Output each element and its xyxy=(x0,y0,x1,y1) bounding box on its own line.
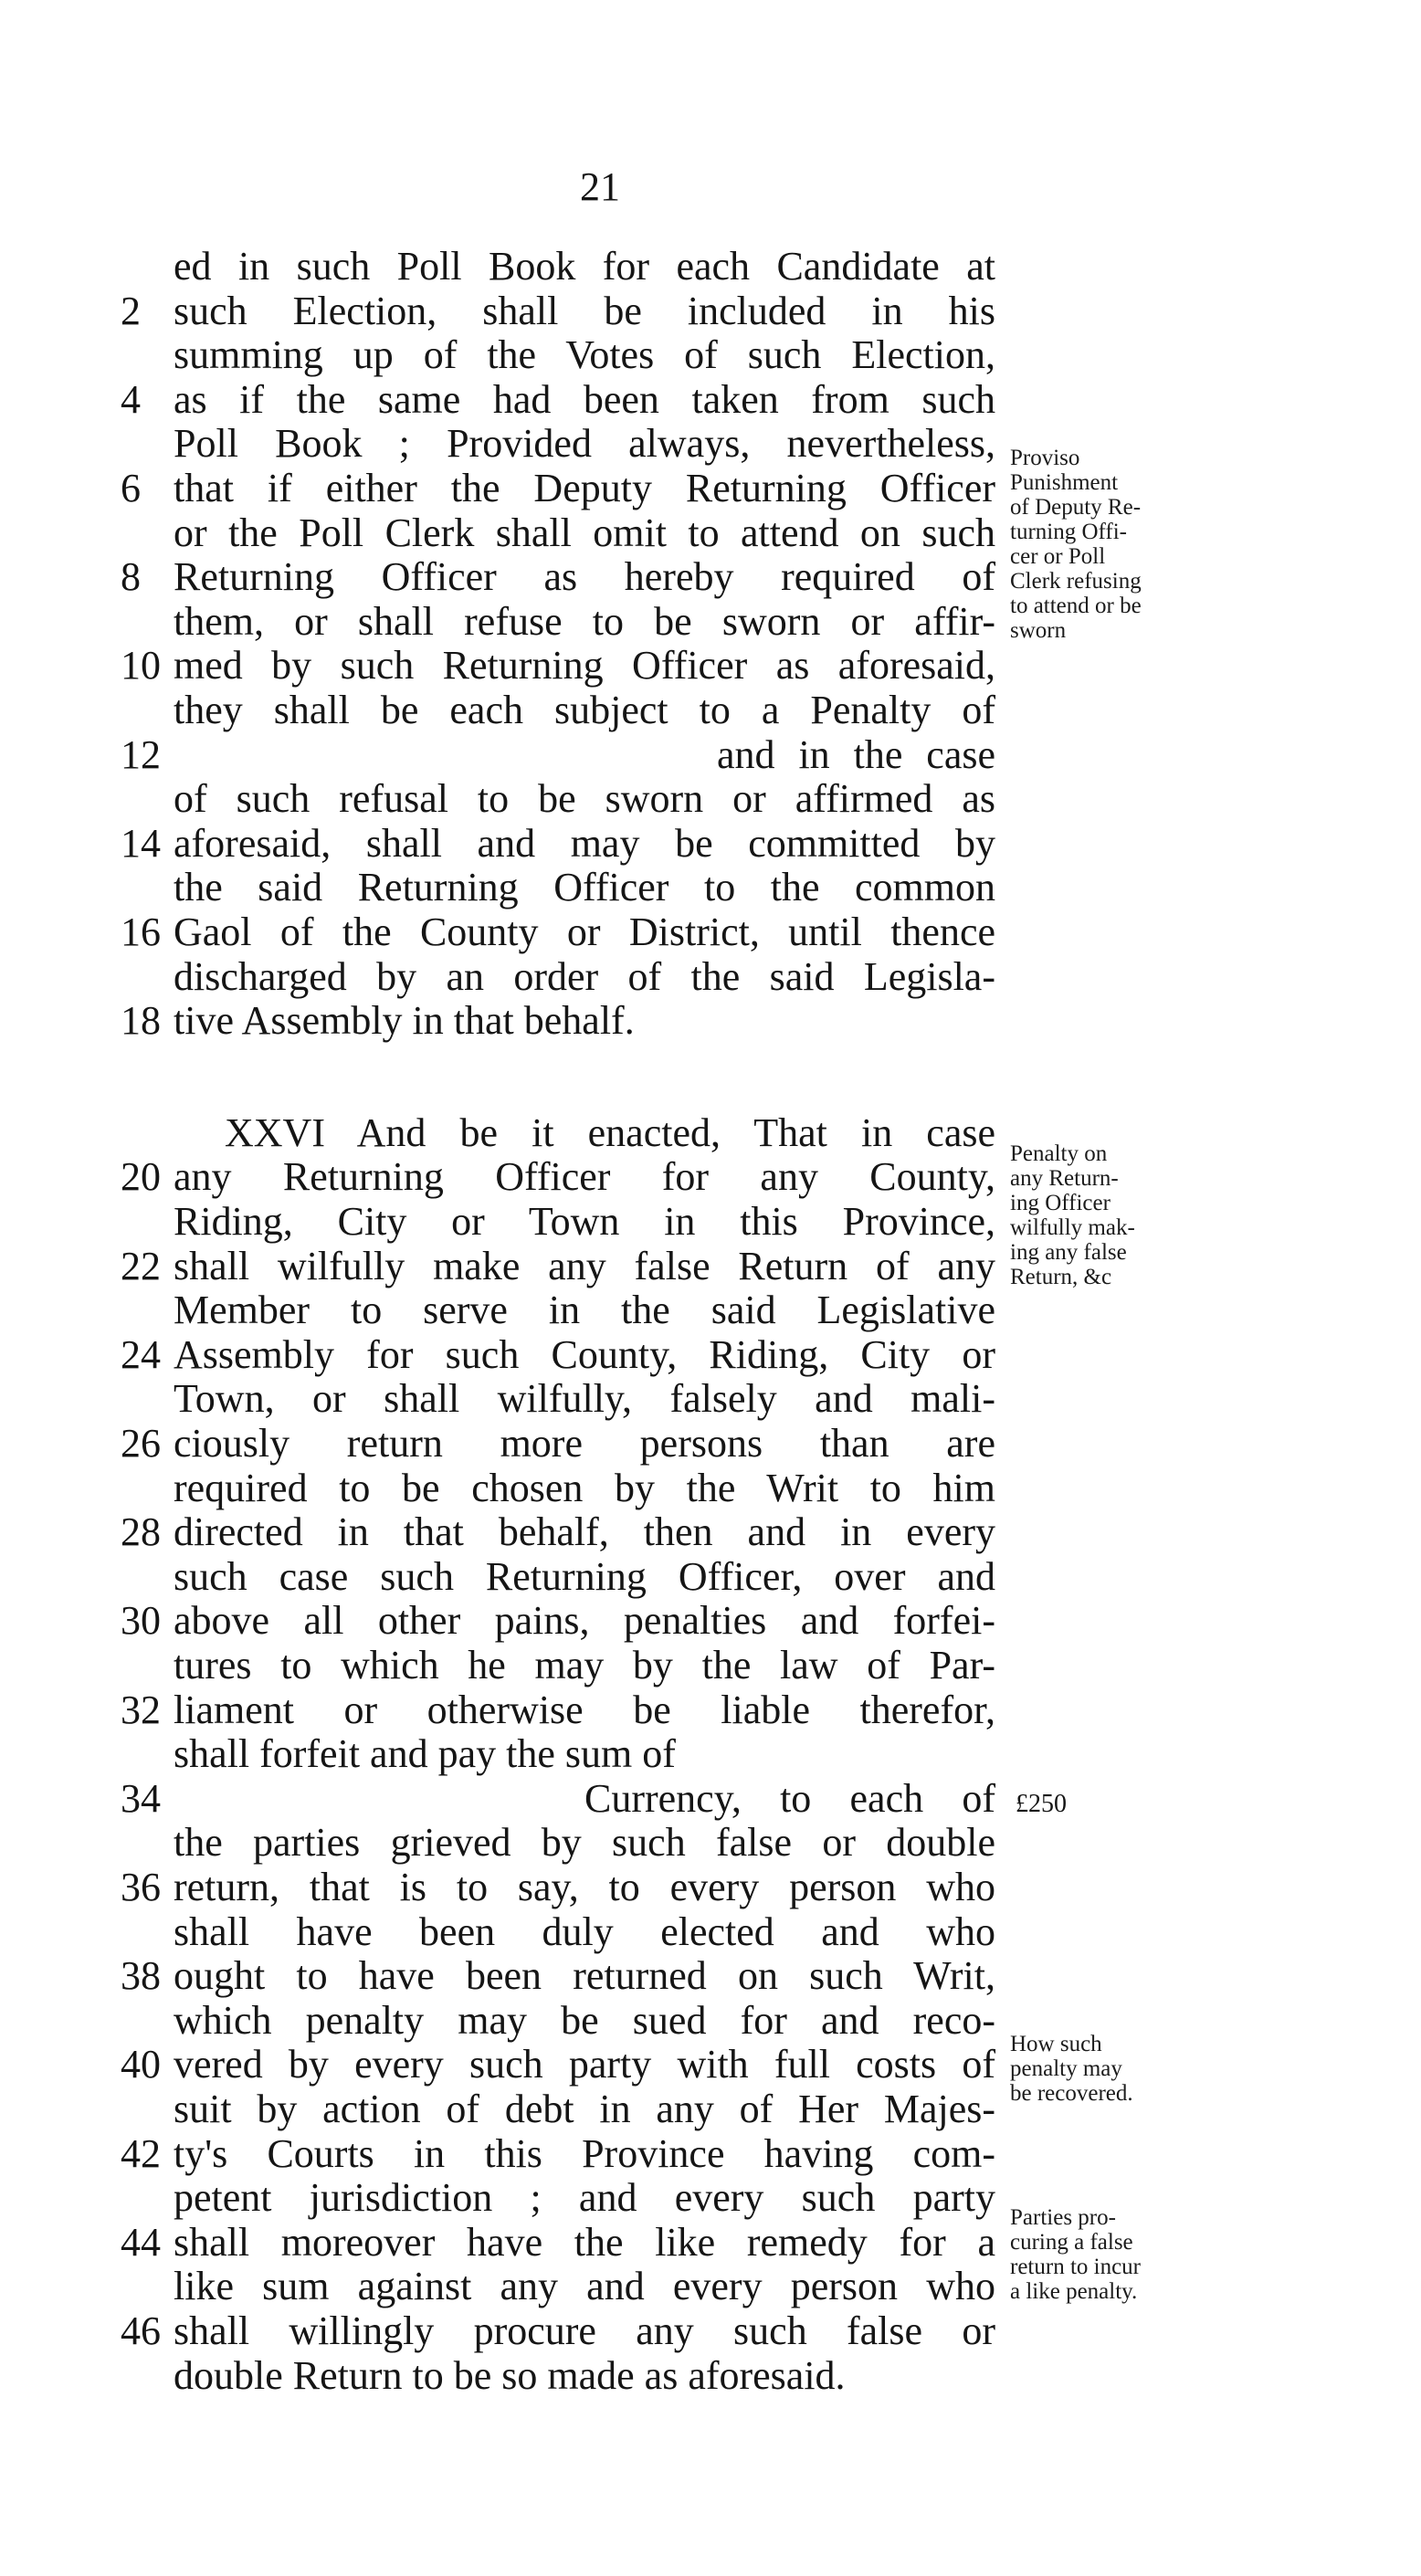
text-line: Poll Book ; Provided always, nevertheless, xyxy=(174,421,995,467)
margin-note-line: turning Offi- xyxy=(1010,520,1127,544)
text-line: such Election, shall be included in his xyxy=(174,288,995,333)
text-line: and in the case xyxy=(717,731,995,777)
line-number: 38 xyxy=(121,1953,161,1999)
text-line: tures to which he may by the law of Par- xyxy=(174,1643,995,1688)
text-line: Gaol of the County or District, until thence xyxy=(174,909,995,954)
text-line: XXVI And be it enacted, That in case xyxy=(225,1109,995,1155)
text-line: required to be chosen by the Writ to him xyxy=(174,1465,995,1510)
text-line: such case such Returning Officer, over and xyxy=(174,1553,995,1599)
line-number: 8 xyxy=(121,554,141,600)
text-line: shall wilfully make any false Return of any xyxy=(174,1243,995,1288)
margin-note-line: ing any false xyxy=(1010,1240,1127,1265)
text-line: Returning Officer as hereby required of xyxy=(174,554,995,600)
line-number: 2 xyxy=(121,288,141,333)
text-line: med by such Returning Officer as aforesaid, xyxy=(174,643,995,689)
margin-note-line: Return, &c xyxy=(1010,1265,1112,1289)
text-line: above all other pains, penalties and forfei- xyxy=(174,1598,995,1644)
line-number: 10 xyxy=(121,643,161,689)
margin-amount: £250 xyxy=(1016,1790,1067,1818)
text-line: shall willingly procure any such false or xyxy=(174,2308,995,2353)
text-line: double Return to be so made as aforesaid. xyxy=(174,2352,846,2398)
text-line: vered by every such party with full costs of xyxy=(174,2042,995,2087)
margin-note-line: return to incur xyxy=(1010,2255,1142,2279)
line-number: 40 xyxy=(121,2042,161,2087)
text-line: of such refusal to be sworn or affirmed as xyxy=(174,776,995,822)
text-line: ty's Courts in this Province having com- xyxy=(174,2130,995,2176)
text-line: petent jurisdiction ; and every such party xyxy=(174,2175,995,2221)
line-number: 36 xyxy=(121,1865,161,1909)
text-line: which penalty may be sued for and reco- xyxy=(174,1997,995,2043)
text-line: that if either the Deputy Returning Officer xyxy=(174,466,995,510)
margin-note-line: Parties pro- xyxy=(1010,2205,1116,2230)
line-number: 44 xyxy=(121,2219,161,2265)
line-number: 18 xyxy=(121,998,161,1044)
text-line: any Returning Officer for any County, xyxy=(174,1154,995,1200)
line-number: 32 xyxy=(121,1687,161,1732)
line-number: 46 xyxy=(121,2308,161,2353)
line-number: 28 xyxy=(121,1509,161,1555)
margin-note-line: curing a false xyxy=(1010,2230,1133,2255)
page-number: 21 xyxy=(580,164,620,209)
text-line: Assembly for such County, Riding, City or xyxy=(174,1331,995,1377)
text-line: the said Returning Officer to the common xyxy=(174,865,995,910)
margin-note-penalty-returning-officer xyxy=(1010,1141,1226,1289)
margin-note-line: of Deputy Re- xyxy=(1010,495,1142,520)
text-line: return, that is to say, to every person who xyxy=(174,1865,995,1909)
text-line: liament or otherwise be liable therefor, xyxy=(174,1687,995,1732)
text-line: Currency, to each of xyxy=(584,1775,995,1821)
text-line: they shall be each subject to a Penalty of xyxy=(174,688,995,732)
line-number: 20 xyxy=(121,1154,161,1200)
margin-note-line: to attend or be xyxy=(1010,594,1142,618)
margin-note-line: How such xyxy=(1010,2032,1102,2056)
line-number: 26 xyxy=(121,1421,161,1466)
margin-note-line: Penalty on xyxy=(1010,1141,1108,1166)
line-number: 6 xyxy=(121,466,141,510)
line-number: 22 xyxy=(121,1243,161,1288)
text-line: them, or shall refuse to be sworn or affir- xyxy=(174,598,995,644)
text-line: ciously return more persons than are xyxy=(174,1421,995,1466)
text-line: the parties grieved by such false or double xyxy=(174,1820,995,1866)
text-line: ought to have been returned on such Writ, xyxy=(174,1953,995,1999)
text-line: shall forfeit and pay the sum of xyxy=(174,1731,676,1777)
margin-note-line: Punishment xyxy=(1010,470,1119,495)
line-number: 30 xyxy=(121,1598,161,1644)
margin-note-how-recovered xyxy=(1010,2032,1226,2106)
margin-note-line: ing Officer xyxy=(1010,1191,1110,1215)
text-line: suit by action of debt in any of Her Majes- xyxy=(174,2087,995,2131)
text-line: ed in such Poll Book for each Candidate at xyxy=(174,244,995,289)
margin-note-line: sworn xyxy=(1010,618,1067,643)
text-line: tive Assembly in that behalf. xyxy=(174,998,635,1044)
line-number: 34 xyxy=(121,1775,161,1821)
margin-note-line: cer or Poll xyxy=(1010,544,1106,569)
text-line: as if the same had been taken from such xyxy=(174,376,995,422)
margin-note-line: a like penalty. xyxy=(1010,2279,1138,2304)
text-line: Riding, City or Town in this Province, xyxy=(174,1199,995,1244)
text-line: directed in that behalf, then and in every xyxy=(174,1509,995,1555)
line-number: 42 xyxy=(121,2130,161,2176)
text-line: discharged by an order of the said Legisla- xyxy=(174,953,995,999)
margin-note-proviso xyxy=(1010,446,1226,643)
margin-note-line: wilfully mak- xyxy=(1010,1215,1135,1240)
margin-note-line: any Return- xyxy=(1010,1166,1119,1191)
line-number: 4 xyxy=(121,376,141,422)
text-line: summing up of the Votes of such Election, xyxy=(174,332,995,378)
text-line: aforesaid, shall and may be committed by xyxy=(174,820,995,866)
text-line: or the Poll Clerk shall omit to attend on such xyxy=(174,510,995,555)
margin-note-line: be recovered. xyxy=(1010,2081,1133,2106)
margin-note-line: Clerk refusing xyxy=(1010,569,1142,594)
text-line: like sum against any and every person who xyxy=(174,2264,995,2309)
margin-note-line: Proviso xyxy=(1010,446,1080,470)
line-number: 12 xyxy=(121,731,161,777)
margin-note-parties-procuring xyxy=(1010,2205,1226,2304)
text-line: shall moreover have the like remedy for a xyxy=(174,2219,995,2265)
text-line: shall have been duly elected and who xyxy=(174,1908,995,1954)
line-number: 24 xyxy=(121,1331,161,1377)
line-number: 14 xyxy=(121,820,161,866)
text-line: Town, or shall wilfully, falsely and mali- xyxy=(174,1376,995,1422)
line-number: 16 xyxy=(121,909,161,954)
text-line: Member to serve in the said Legislative xyxy=(174,1288,995,1333)
margin-note-line: penalty may xyxy=(1010,2056,1122,2081)
